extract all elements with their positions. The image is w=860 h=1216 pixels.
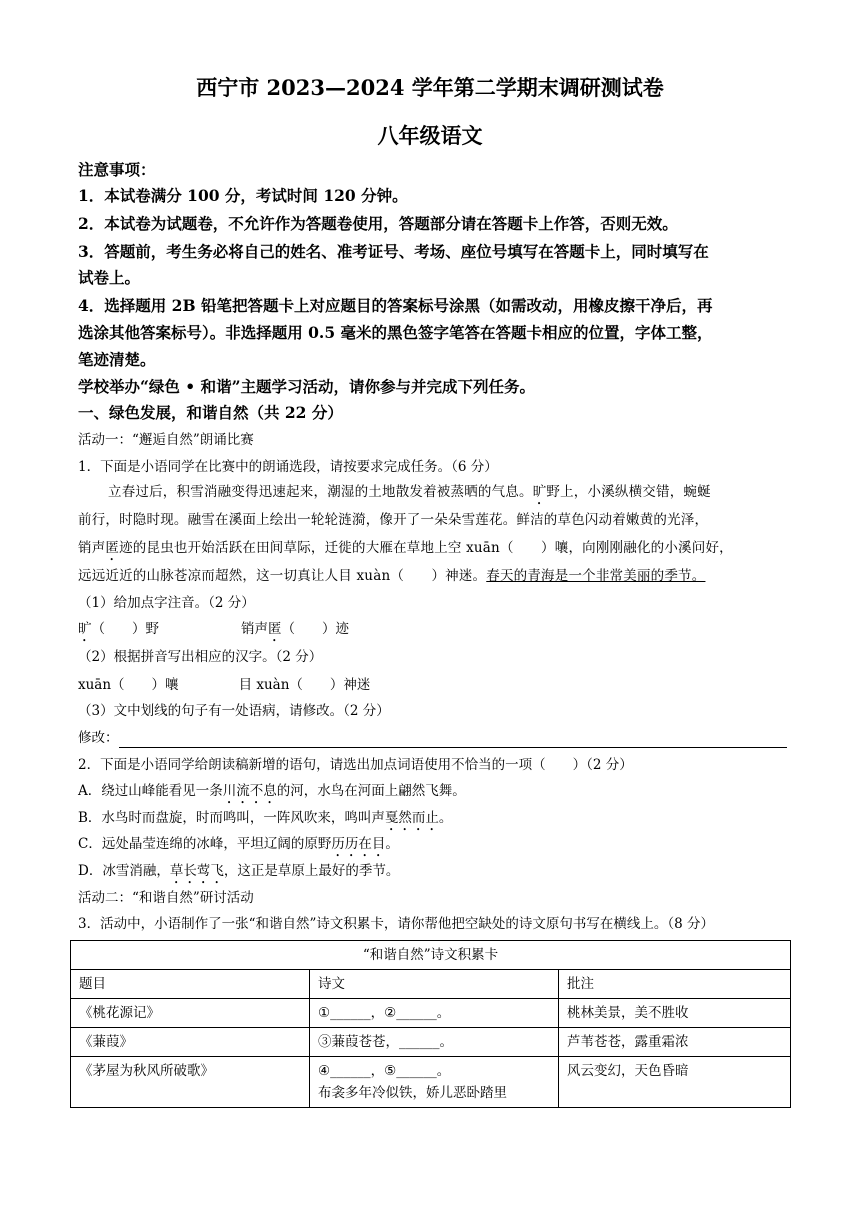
notice-item: 选涂其他答案标号）。非选择题用 0.5 毫米的黑色签字笔答在答题卡相应的位置，字体工整， [78, 323, 713, 342]
notice-heading: 注意事项： [78, 160, 156, 179]
dotted-char: 旷 [532, 484, 547, 500]
sub-question-2: （2）根据拼音写出相应的汉字。（2 分） [78, 649, 323, 665]
column-header: 诗文 [310, 970, 559, 999]
notice-item: 2．本试卷为试题卷，不允许作为答题卷使用，答题部分请在答题卡上作答，否则无效。 [78, 214, 678, 233]
passage-line: 立春过后，积雪消融变得迅速起来，潮湿的土地散发着被蒸晒的气息。旷野上，小溪纵横交错，蜿蜒 [108, 484, 711, 500]
column-header: 题目 [71, 970, 310, 999]
notice-item: 笔迹清楚。 [78, 350, 156, 369]
question-1: 1．下面是小语同学在比赛中的朗诵选段，请按要求完成任务。（6 分） [78, 459, 498, 475]
passage-line: 远远近近的山脉苍凉而超然，这一切真让人目 xuàn（ ）神迷。春天的青海是一个非常美丽的季节。 [78, 568, 706, 584]
row-poem: ③蒹葭苍苍，______。 [310, 1028, 559, 1057]
section-heading: 一、绿色发展，和谐自然（共 22 分） [78, 403, 343, 422]
row-poem-continued: 布衾多年冷似铁，娇儿恶卧踏里 [318, 1085, 507, 1101]
sub-question-1-items: 旷（ ）野 销声匿（ ）迹 [78, 621, 349, 637]
dotted-char: 匿 [105, 540, 120, 556]
notice-item: 试卷上。 [78, 268, 141, 287]
row-poem-cell [310, 1057, 559, 1108]
row-note: 风云变幻，天色昏暗 [559, 1057, 791, 1108]
card-caption: “和谐自然”诗文积累卡 [71, 941, 791, 970]
notice-item: 3．答题前，考生务必将自己的姓名、准考证号、考场、座位号填写在答题卡上，同时填写在 [78, 242, 709, 261]
option-b: B．水鸟时而盘旋，时而鸣叫，一阵风吹来，鸣叫声戛然而止。 [78, 810, 453, 826]
column-header: 批注 [559, 970, 791, 999]
row-title: 《茅屋为秋风所破歌》 [71, 1057, 310, 1108]
table-row [71, 1028, 791, 1057]
passage-line: 前行，时隐时现。融雪在溪面上绘出一轮轮涟漪，像开了一朵朵雪莲花。鲜洁的草色闪动着嫩黄的光泽， [78, 512, 709, 528]
row-note: 桃林美景，美不胜收 [559, 999, 791, 1028]
row-title: 《蒹葭》 [71, 1028, 310, 1057]
poetry-card-table [70, 940, 791, 1108]
underlined-sentence: 春天的青海是一个非常美丽的季节。 [486, 568, 706, 584]
table-row [71, 1057, 791, 1108]
sub-question-2-items: xuān（ ）嚷 目 xuàn（ ）神迷 [78, 677, 371, 693]
sub-question-3: （3）文中划线的句子有一处语病，请修改。（2 分） [78, 703, 390, 719]
option-d: D．冰雪消融，草长莺飞，这正是草原上最好的季节。 [78, 863, 400, 879]
exam-title: 西宁市 2023—2024 学年第二学期末调研测试卷 [196, 75, 664, 100]
notice-item: 4．选择题用 2B 铅笔把答题卡上对应题目的答案标号涂黑（如需改动，用橡皮擦干净后，再 [78, 296, 713, 315]
row-poem: ④______，⑤______。 [318, 1063, 451, 1079]
activity-two-heading: 活动二：“和谐自然”研讨活动 [78, 890, 254, 906]
option-c: C．远处晶莹连绵的冰峰，平坦辽阔的原野历历在目。 [78, 836, 399, 852]
row-title: 《桃花源记》 [71, 999, 310, 1028]
revise-answer: 修改： [78, 728, 787, 748]
sub-question-1: （1）给加点字注音。（2 分） [78, 595, 255, 611]
exam-subtitle: 八年级语文 [377, 123, 483, 148]
passage-line: 销声匿迹的昆虫也开始活跃在田间草际，迁徙的大雁在草地上空 xuān（ ）嚷，向刚刚融化的小溪问好， [78, 540, 733, 556]
row-poem: ①______，②______。 [310, 999, 559, 1028]
row-note: 芦苇苍苍，露重霜浓 [559, 1028, 791, 1057]
option-a: A．绕过山峰能看见一条川流不息的河，水鸟在河面上翩然飞舞。 [78, 783, 466, 799]
question-3: 3．活动中，小语制作了一张“和谐自然”诗文积累卡，请你帮他把空缺处的诗文原句书写在横线上。（8 分） [78, 916, 715, 932]
question-2: 2．下面是小语同学给朗读稿新增的语句，请选出加点词语使用不恰当的一项（ ）（2 分） [78, 757, 633, 773]
answer-line[interactable] [119, 733, 787, 748]
activity-one-heading: 活动一：“邂逅自然”朗诵比赛 [78, 432, 254, 448]
table-row [71, 999, 791, 1028]
notice-item: 1．本试卷满分 100 分，考试时间 120 分钟。 [78, 186, 408, 205]
activity-intro: 学校举办“绿色 • 和谐”主题学习活动，请你参与并完成下列任务。 [78, 377, 536, 396]
